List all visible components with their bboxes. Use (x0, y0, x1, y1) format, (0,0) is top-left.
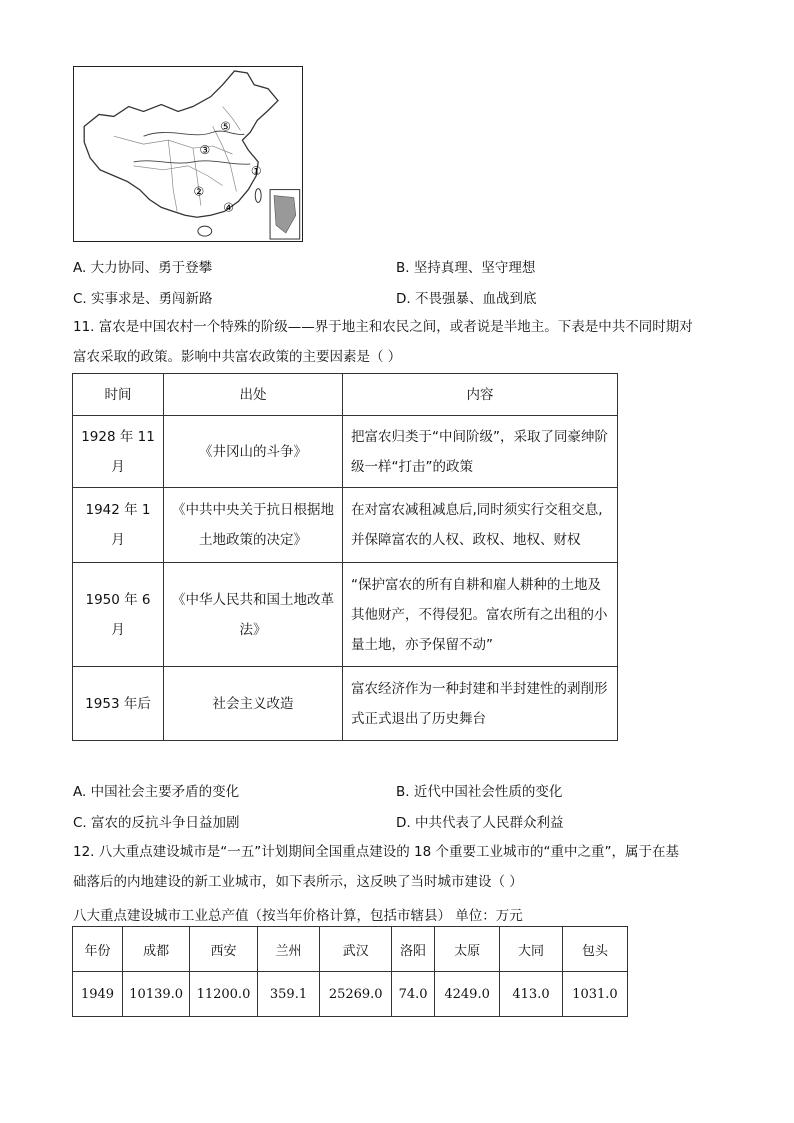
q11-option-a[interactable]: A. 中国社会主要矛盾的变化 (73, 784, 240, 800)
header-cell: 年份 (73, 927, 123, 972)
q11-option-b[interactable]: B. 近代中国社会性质的变化 (396, 784, 563, 800)
header-time: 时间 (73, 374, 164, 416)
map-marker-5: ⑤ (220, 119, 231, 134)
row-time: 1942 年 1 月 (73, 488, 164, 563)
q11-option-d[interactable]: D. 中共代表了人民群众利益 (396, 815, 564, 831)
table-cell: 1031.0 (562, 972, 627, 1017)
table-cell: 11200.0 (190, 972, 257, 1017)
row-content: 富农经济作为一种封建和半封建性的剥削形式正式退出了历史舞台 (343, 667, 618, 741)
q12-stem-line1: 12. 八大重点建设城市是“一五”计划期间全国重点建设的 18 个重要工业城市的“重中之重”，属于在基 (73, 844, 679, 860)
header-cell: 太原 (435, 927, 500, 972)
q12-table (72, 926, 628, 1017)
q12-table-title: 八大重点建设城市工业总产值（按当年价格计算，包括市辖县） 单位：万元 (73, 908, 523, 924)
table-row (73, 972, 628, 1017)
row-source: 《中共中央关于抗日根据地土地政策的决定》 (164, 488, 343, 563)
q10-option-a[interactable]: A. 大力协同、勇于登攀 (73, 260, 213, 276)
china-map-figure (73, 66, 303, 242)
header-source: 出处 (164, 374, 343, 416)
header-cell: 兰州 (257, 927, 320, 972)
row-content: 在对富农减租减息后,同时须实行交租交息,并保障富农的人权、政权、地权、财权 (343, 488, 618, 563)
table-header-row (73, 374, 618, 416)
table-cell: 10139.0 (123, 972, 190, 1017)
table-header-row (73, 927, 628, 972)
table-cell: 4249.0 (435, 972, 500, 1017)
row-content: “保护富农的所有自耕和雇人耕种的土地及其他财产，不得侵犯。富农所有之出租的小量土地，亦予保留不动” (343, 563, 618, 667)
row-time: 1928 年 11 月 (73, 416, 164, 488)
map-marker-2: ② (193, 184, 205, 199)
q11-table (72, 373, 618, 741)
table-cell: 25269.0 (320, 972, 392, 1017)
q12-stem-line2: 础落后的内地建设的新工业城市，如下表所示，这反映了当时城市建设（ ） (73, 874, 523, 890)
q10-option-d[interactable]: D. 不畏强暴、血战到底 (396, 291, 537, 307)
q10-option-b[interactable]: B. 坚持真理、坚守理想 (396, 260, 536, 276)
q12-stem (73, 837, 723, 897)
table-row (73, 563, 618, 667)
header-cell: 洛阳 (392, 927, 435, 972)
q11-option-c[interactable]: C. 富农的反抗斗争日益加剧 (73, 815, 240, 831)
table-row (73, 416, 618, 488)
china-map-svg (74, 67, 302, 241)
table-cell: 359.1 (257, 972, 320, 1017)
header-content: 内容 (343, 374, 618, 416)
header-cell: 包头 (562, 927, 627, 972)
row-time: 1953 年后 (73, 667, 164, 741)
header-cell: 大同 (500, 927, 563, 972)
table-cell: 1949 (73, 972, 123, 1017)
table-row (73, 488, 618, 563)
row-content: 把富农归类于“中间阶级”，采取了同豪绅阶级一样“打击”的政策 (343, 416, 618, 488)
table-row (73, 667, 618, 741)
q10-option-c[interactable]: C. 实事求是、勇闯新路 (73, 291, 213, 307)
q11-stem-line2: 富农采取的政策。影响中共富农政策的主要因素是（ ） (73, 349, 402, 365)
row-time: 1950 年 6 月 (73, 563, 164, 667)
q11-stem-line1: 11. 富农是中国农村一个特殊的阶级——界于地主和农民之间，或者说是半地主。下表是中共不同时期对 (73, 319, 693, 335)
row-source: 社会主义改造 (164, 667, 343, 741)
table-cell: 413.0 (500, 972, 563, 1017)
row-source: 《井冈山的斗争》 (164, 416, 343, 488)
header-cell: 西安 (190, 927, 257, 972)
header-cell: 武汉 (320, 927, 392, 972)
q11-stem (73, 312, 723, 372)
map-marker-4: ④ (223, 200, 234, 215)
table-cell: 74.0 (392, 972, 435, 1017)
row-source: 《中华人民共和国土地改革法》 (164, 563, 343, 667)
header-cell: 成都 (123, 927, 190, 972)
map-marker-1: ① (250, 163, 262, 178)
map-marker-3: ③ (199, 143, 211, 157)
